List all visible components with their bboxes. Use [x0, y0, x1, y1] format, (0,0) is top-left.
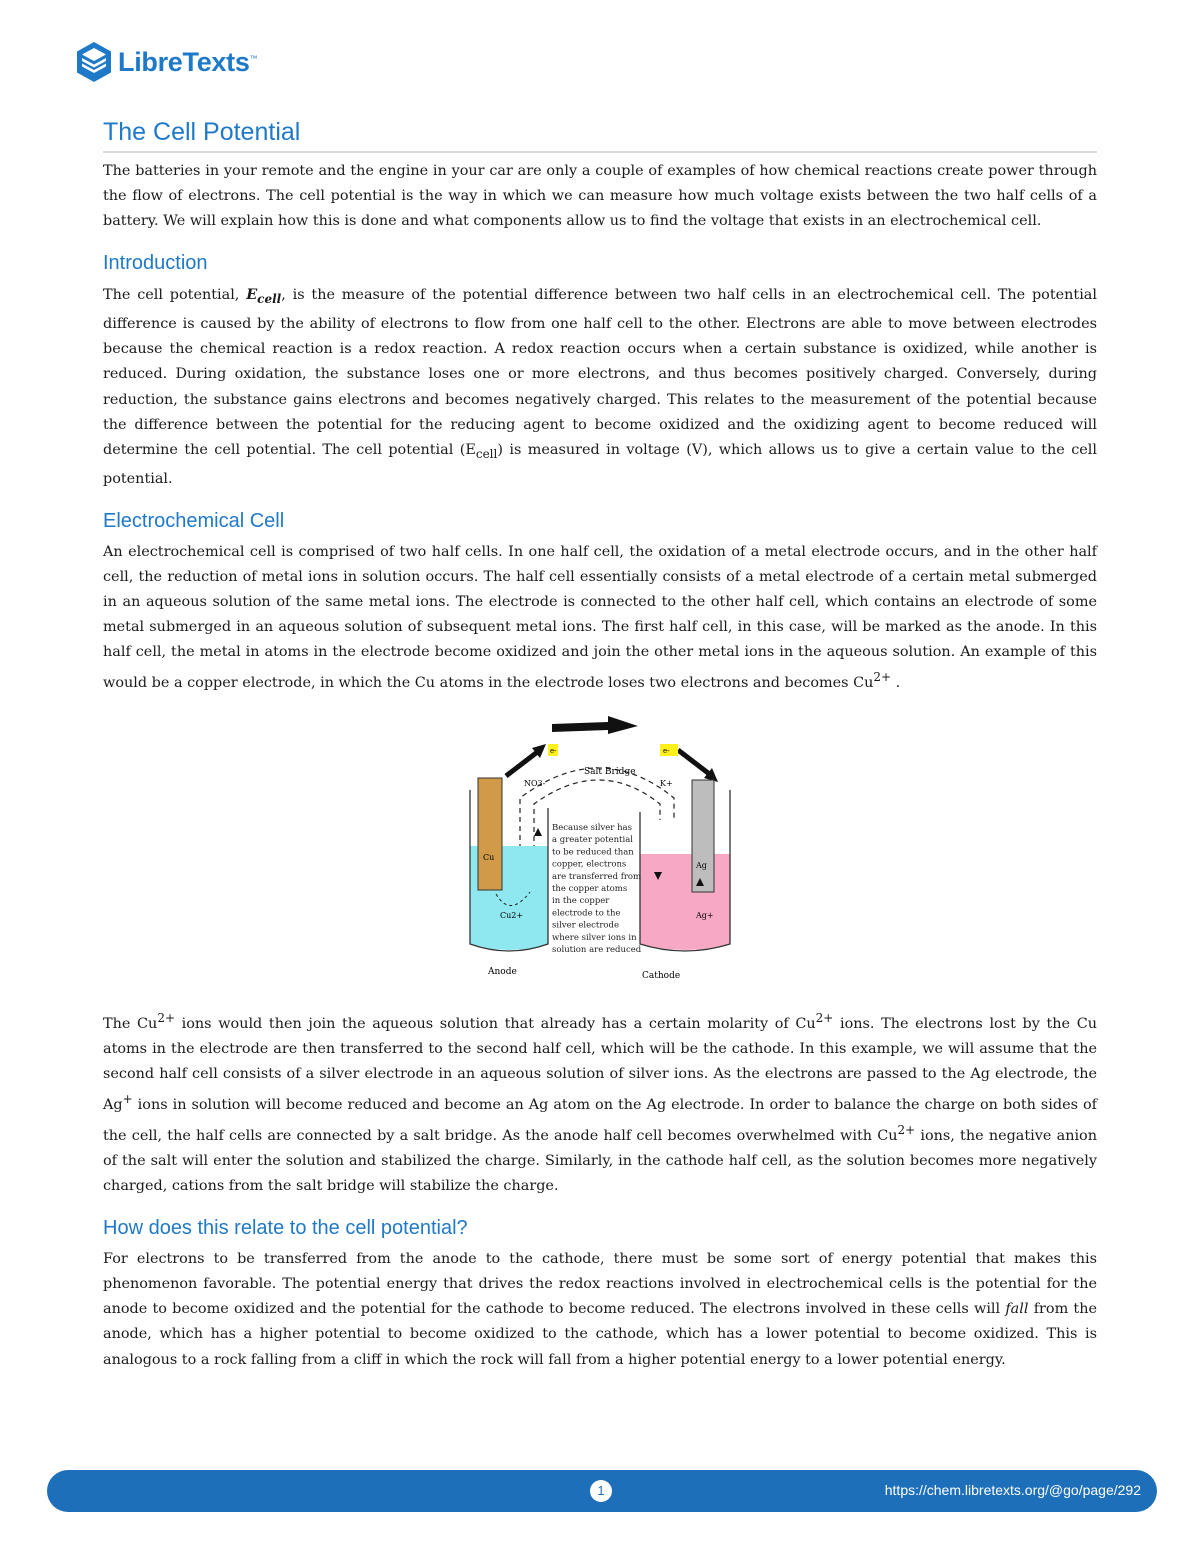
page-number: 1 — [590, 1480, 612, 1502]
diagram-caption-line: a greater potential — [552, 835, 633, 846]
cell-diagram — [460, 708, 740, 986]
diagram-caption-line: in the copper — [552, 896, 610, 907]
page-footer — [47, 1470, 1157, 1512]
electrochemical-cell-heading: Electrochemical Cell — [103, 509, 285, 532]
diagram-caption-line: solution are reduced — [552, 945, 642, 956]
ecell-symbol: $E_{cell}$ — [246, 286, 282, 307]
salt-bridge-label: Salt Bridge — [584, 767, 636, 778]
copper-electrode — [478, 778, 502, 890]
electrochemical-cell-paragraph-2: The $Cu^{2+}$ ions would then join the aqueous solution that already has a certain molarity of $Cu^{2+}$ ions. The electrons lost by the Cu atoms in the electrode are then transferred to the second half cell, which will be the cathode. In this example, we will assume that the second half cell consists of a silver electrode in an aqueous solution of silver ions. As the electrons are passed to the Ag electrode, the Ag+ ions in solution will become reduced and become an Ag atom on the Ag electrode. In order to balance the charge on both sides of the cell, the half cells are connected by a salt bridge. As the anode half cell becomes overwhelmed with $Cu^{2+}$ ions, the negative anion of the salt will enter the solution and stabilized the charge. Similarly, in the cathode half cell, as the solution becomes more negatively charged, cations from the salt bridge will stabilize the charge. — [103, 1011, 1097, 1195]
relation-heading: How does this relate to the cell potential? — [103, 1217, 468, 1240]
introduction-heading: Introduction — [103, 252, 208, 275]
diagram-caption-line: where silver ions in — [552, 932, 637, 943]
cathode-solution — [640, 854, 730, 950]
anode-label: Anode — [488, 967, 517, 978]
svg-text:e-: e- — [663, 747, 670, 756]
diagram-caption-line: silver electrode — [552, 920, 620, 931]
svg-text:e-: e- — [550, 747, 557, 756]
introduction-paragraph: The cell potential, $E_{cell}$, is the measure of the potential difference between two half cells in an electrochemical cell. The potential difference is caused by the ability of electrons to flow from one half cell to the other. Electrons are able to move between electrodes because the chemical reaction is a redox reaction. A redox reaction occurs when a certain substance is oxidized, while another is reduced. During oxidation, the substance loses one or more electrons, and thus becomes positively charged. Conversely, during reduction, the substance gains electrons and becomes negatively charged. This relates to the measurement of the potential because the difference between the potential for the reducing agent to become oxidized and the oxidizing agent to become reduced will determine the cell potential. The cell potential $(E_{cell})$ is measured in voltage (V), which allows us to give a certain value to the cell potential. — [103, 286, 1097, 487]
electron-flow-arrow — [552, 716, 638, 734]
electrochemical-cell-paragraph-1: An electrochemical cell is comprised of two half cells. In one half cell, the oxidation of a metal electrode occurs, and in the other half cell, the reduction of metal ions in solution occurs. The half cell essentially consists of a metal electrode of a certain metal submerged in an aqueous solution of the same metal ions. The electrode is connected to the other half cell, which contains an electrode of some metal submerged in an aqueous solution of subsequent metal ions. The first half cell, in this case, will be marked as the anode. In this half cell, the metal in atoms in the electrode become oxidized and join the other metal ions in the aqueous solution. An example of this would be a copper electrode, in which the Cu atoms in the electrode loses two electrons and becomes $Cu^{2+}$ . — [103, 543, 1097, 692]
diagram-caption-line: copper, electrons — [552, 859, 627, 870]
electrochemical-cell-figure — [103, 708, 1097, 986]
silver-label: Ag — [696, 861, 707, 871]
diagram-caption-line: electrode to the — [552, 908, 621, 919]
libretexts-logo-icon — [74, 40, 114, 84]
copper-label: Cu — [483, 853, 495, 863]
anode-wire-arrow — [506, 750, 540, 776]
silver-electrode — [692, 780, 714, 892]
diagram-caption-line: Because silver has — [552, 823, 632, 834]
libretexts-logo[interactable] — [74, 40, 257, 84]
anion-label: NO3- — [524, 779, 546, 789]
copper-ion-label: Cu2+ — [500, 911, 524, 921]
silver-ion-label: Ag+ — [696, 911, 714, 921]
cathode-label: Cathode — [642, 971, 681, 982]
diagram-caption-line: are transferred from — [552, 871, 642, 882]
diagram-caption — [552, 823, 642, 955]
cathode-wire-arrow — [678, 750, 712, 776]
relation-paragraph: For electrons to be transferred from the anode to the cathode, there must be some sort of energy potential that makes this phenomenon favorable. The potential energy that drives the redox reactions involved in electrochemical cells is the potential for the anode to become oxidized and the potential for the cathode to become reduced. The electrons involved in these cells will fall from the anode, which has a higher potential to become oxidized to the cathode, which has a lower potential to become oxidized. This is analogous to a rock falling from a cliff in which the rock will fall from a higher potential energy to a lower potential energy. — [103, 1251, 1097, 1368]
page-url-link[interactable]: https://chem.libretexts.org/@go/page/292 — [884, 1482, 1141, 1498]
diagram-caption-line: the copper atoms — [552, 884, 628, 895]
logo-wordmark: LibreTexts™ — [118, 46, 258, 77]
intro-paragraph: The batteries in your remote and the engine in your car are only a couple of examples of how chemical reactions create power through the flow of electrons. The cell potential is the way in which we can measure how much voltage exists between the two half cells of a battery. We will explain how this is done and what components allow us to find the voltage that exists in an electrochemical cell. — [103, 163, 1097, 230]
cation-label: K+ — [660, 779, 673, 789]
diagram-caption-line: to be reduced than — [552, 847, 634, 858]
page-content — [103, 118, 1097, 1373]
page-title: The Cell Potential — [103, 118, 1097, 153]
